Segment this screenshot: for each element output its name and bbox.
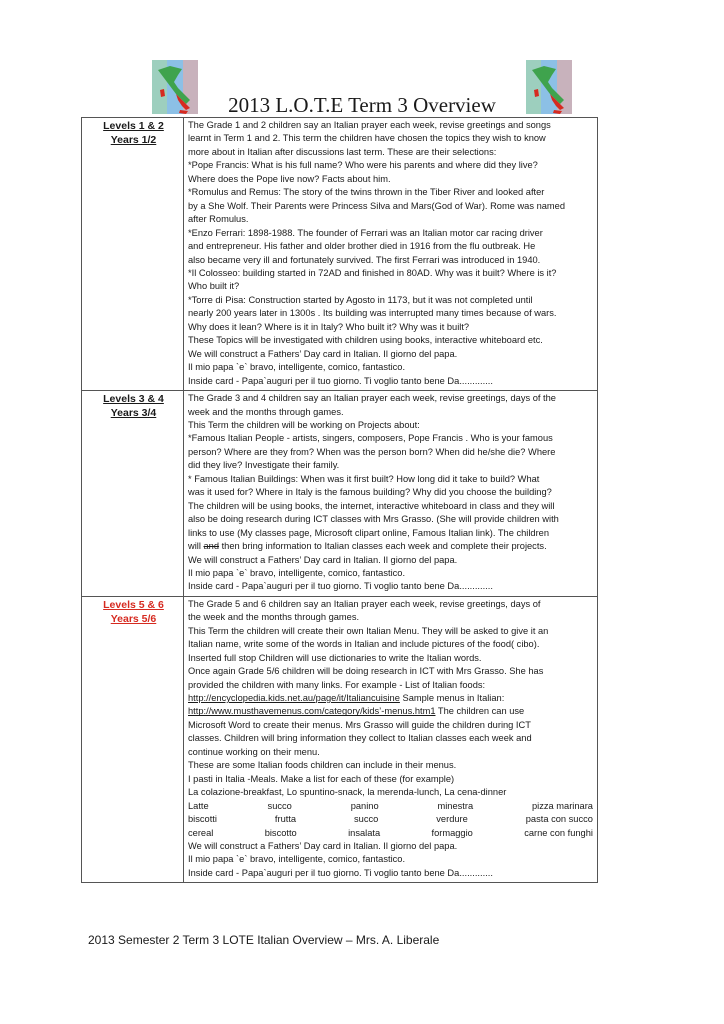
text-line: and entrepreneur. His father and older brother died in 1916 from the flu outbreak. He <box>188 241 536 252</box>
text-line: provided the children with many links. For example - List of Italian foods: <box>188 679 486 690</box>
food-item: pizza marinara <box>532 800 593 811</box>
text-line: Where does the Pope live now? Facts about him. <box>188 173 391 184</box>
text-line: *Pope Francis: What is his full name? Who were his parents and where did they live? <box>188 160 538 171</box>
text-line: *Enzo Ferrari: 1898-1988. The founder of Ferrari was an Italian motor car racing driver <box>188 227 543 238</box>
text-line: Inside card - Papa`auguri per il tuo giorno. Ti voglio tanto bene Da............. <box>188 867 493 878</box>
text-line: learnt in Term 1 and 2. This term the children have chosen the topics they wish to know <box>188 133 546 144</box>
struck-word: and <box>203 541 220 552</box>
level-label: Levels 1 & 2 <box>103 120 164 132</box>
text-line: classes. Children will bring information they collect to Italian classes each week and <box>188 733 532 744</box>
text-line: links to use (My classes page, Microsoft clipart online, Famous Italian link). The children <box>188 527 550 538</box>
text-line: The Grade 3 and 4 children say an Italian prayer each week, revise greetings, days of the <box>188 393 556 404</box>
food-item: succo <box>354 814 379 825</box>
food-item: biscotto <box>264 827 297 838</box>
years-label: Years 1/2 <box>110 134 157 146</box>
text-line: The children will be using books, the internet, interactive whiteboard in class and they will <box>188 500 555 511</box>
food-item: Latte <box>188 800 209 811</box>
food-item: carne con funghi <box>524 827 593 838</box>
text-line: Once again Grade 5/6 children will be doing research in ICT with Mrs Grasso. She has <box>188 666 544 677</box>
text-line: Il mio papa `e` bravo, intelligente, comico, fantastico. <box>188 362 406 373</box>
text-fragment: Sample menus in Italian: <box>399 693 505 704</box>
text-line: The Grade 1 and 2 children say an Italian prayer each week, revise greetings and songs <box>188 120 551 130</box>
text-line: These Topics will be investigated with children using books, interactive whiteboard etc. <box>188 335 543 346</box>
food-item: formaggio <box>431 827 473 838</box>
text-line: * Famous Italian Buildings: When was it first built? How long did it take to build? What <box>188 473 540 484</box>
level-cell <box>82 596 184 883</box>
description-cell <box>184 118 598 391</box>
page-footer: 2013 Semester 2 Term 3 LOTE Italian Overview – Mrs. A. Liberale <box>88 933 440 947</box>
text-line: nearly 200 years later in 1300s . Its building was interrupted many times because of wars. <box>188 308 557 319</box>
table-row-levels-1-2 <box>82 118 598 391</box>
food-item: frutta <box>274 814 297 825</box>
text-line: Inside card - Papa`auguri per il tuo giorno. Ti voglio tanto bene Da............. <box>188 375 493 386</box>
table-row-levels-3-4 <box>82 391 598 597</box>
text-line <box>188 705 595 718</box>
text-line: The Grade 5 and 6 children say an Italian prayer each week, revise greetings, days of <box>188 598 541 609</box>
food-row <box>188 800 595 813</box>
kids-menus-link[interactable]: http://www.musthavemenus.com/category/kids’-menus.htm1 <box>188 706 436 717</box>
description-cell <box>184 391 598 597</box>
text-line: *Il Colosseo: building started in 72AD and finished in 80AD. Why was it built? Where is it? <box>188 267 557 278</box>
food-item: pasta con succo <box>525 814 593 825</box>
text-line: Il mio papa `e` bravo, intelligente, comico, fantastico. <box>188 854 406 865</box>
text-line: Inserted full stop Children will use dictionaries to write the Italian words. <box>188 652 482 663</box>
text-line: by a She Wolf. Their Parents were Princess Silva and Mars(God of War). Rome was named <box>188 200 566 211</box>
description-cell <box>184 596 598 883</box>
text-line: *Romulus and Remus: The story of the twins thrown in the Tiber River and looked after <box>188 187 545 198</box>
text-line: *Famous Italian People - artists, singers, composers, Pope Francis . Who is your famous <box>188 433 553 444</box>
text-line: was it used for? Where in Italy is the famous building? Why did you choose the building? <box>188 487 552 498</box>
food-row <box>188 813 595 826</box>
text-line: These are some Italian foods children can include in their menus. <box>188 760 457 771</box>
text-line: more about in Italian after discussions last term. These are their selections: <box>188 146 497 157</box>
text-line: continue working on their menu. <box>188 746 320 757</box>
text-fragment: will <box>188 541 204 552</box>
text-line: Why does it lean? Where is it in Italy? Who built it? Why was it built? <box>188 321 470 332</box>
overview-table <box>81 117 598 883</box>
years-label: Years 5/6 <box>110 612 157 625</box>
food-item: insalata <box>348 827 381 838</box>
text-fragment: then bring information to Italian classes each week and complete their projects. <box>219 541 547 552</box>
table-row-levels-5-6 <box>82 596 598 883</box>
food-item: verdure <box>436 814 468 825</box>
page-title: 2013 L.O.T.E Term 3 Overview <box>228 93 496 117</box>
years-label: Years 3/4 <box>110 407 157 420</box>
text-line: Il mio papa `e` bravo, intelligente, comico, fantastico. <box>188 567 406 578</box>
text-line: person? Where are they from? When was the person born? When did he/she die? Where <box>188 446 556 457</box>
text-line: Microsoft Word to create their menus. Mrs Grasso will guide the children during ICT <box>188 719 531 730</box>
text-line: the week and the months through games. <box>188 612 360 623</box>
text-line <box>188 692 595 705</box>
food-row <box>188 827 595 840</box>
food-item: cereal <box>188 827 214 838</box>
text-line: We will construct a Fathers’ Day card in Italian. Il giorno del papa. <box>188 554 458 565</box>
level-label: Levels 3 & 4 <box>103 393 164 406</box>
text-line: Inside card - Papa`auguri per il tuo giorno. Ti voglio tanto bene Da............. <box>188 581 493 592</box>
text-line: week and the months through games. <box>188 406 344 417</box>
text-line: after Romulus. <box>188 214 249 225</box>
food-item: biscotti <box>188 814 217 825</box>
text-line: Italian name, write some of the words in Italian and include pictures of the food( cibo). <box>188 639 540 650</box>
text-line <box>188 540 595 553</box>
text-line: This Term the children will be working on Projects about: <box>188 419 420 430</box>
text-line: also be doing research during ICT classes with Mrs Grasso. (She will provide children with <box>188 514 559 525</box>
italian-cuisine-link[interactable]: http://encyclopedia.kids.net.au/page/it/Italiancuisine <box>188 693 400 704</box>
text-line: We will construct a Fathers’ Day card in Italian. Il giorno del papa. <box>188 348 458 359</box>
text-line: We will construct a Fathers’ Day card in Italian. Il giorno del papa. <box>188 841 458 852</box>
text-line: This Term the children will create their own Italian Menu. They will be asked to give it an <box>188 625 549 636</box>
food-item: succo <box>267 800 292 811</box>
text-line: did they live? Investigate their family. <box>188 460 340 471</box>
text-line: I pasti in Italia -Meals. Make a list for each of these (for example) <box>188 773 455 784</box>
food-item: panino <box>350 800 379 811</box>
level-cell <box>82 118 184 391</box>
text-line: also became very ill and fortunately survived. The first Ferrari was introduced in 1940. <box>188 254 541 265</box>
food-item: minestra <box>437 800 474 811</box>
text-line: La colazione-breakfast, Lo spuntino-snack, la merenda-lunch, La cena-dinner <box>188 787 507 798</box>
level-label: Levels 5 & 6 <box>103 598 164 611</box>
level-cell <box>82 391 184 597</box>
text-line: Who built it? <box>188 281 240 292</box>
text-fragment: The children can use <box>435 706 525 717</box>
text-line: *Torre di Pisa: Construction started by Agosto in 1173, but it was not completed until <box>188 294 533 305</box>
